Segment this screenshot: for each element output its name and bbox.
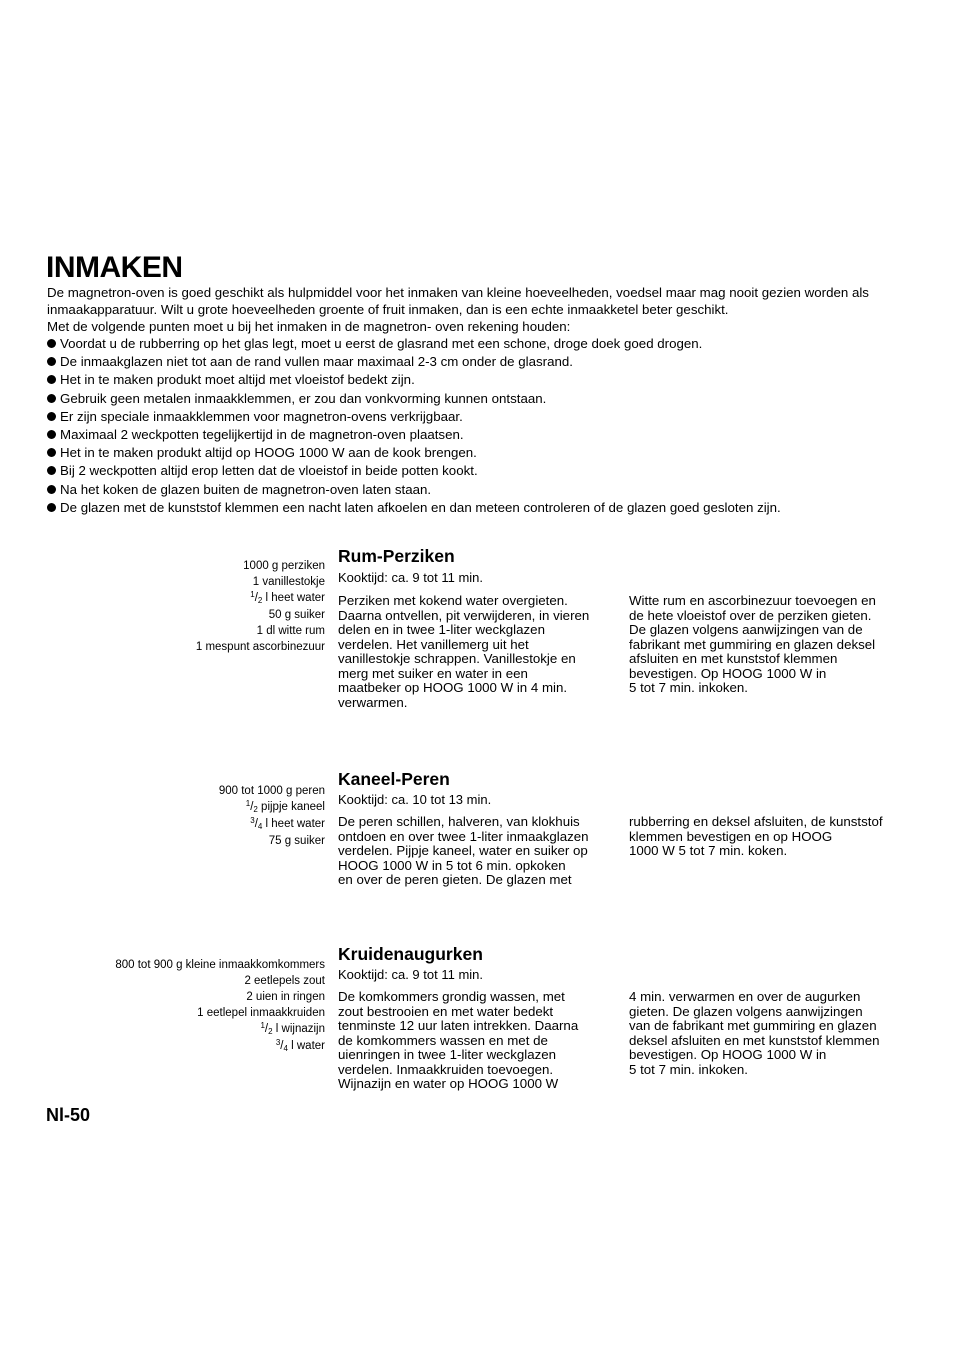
ingredient-item: $^1$/2 l heet water [250,590,325,605]
intro-lead: Met de volgende punten moet u bij het inmaken in de magnetron- oven rekening houden: [47,319,571,334]
bullet-icon [47,412,56,421]
bullet-icon [47,357,56,366]
ingredients-list [65,783,325,849]
cook-time: Kooktijd: ca. 10 tot 13 min. [338,792,492,807]
bullet-icon [47,466,56,475]
ingredient-item: 1 vanillestokje [252,576,325,588]
bullet-icon [47,375,56,384]
tip-item: Er zijn speciale inmaakklemmen voor magnetron-ovens verkrijgbaar. [47,408,917,426]
recipe-text-right: rubberring en deksel afsluiten, de kunststof klemmen bevestigen en op HOOG 1000 W 5 tot 7 min. koken. [629,814,883,858]
tips-list [47,335,917,517]
ingredient-item: 50 g suiker [268,609,325,621]
cook-time: Kooktijd: ca. 9 tot 11 min. [338,570,483,585]
ingredient-item: 1 dl witte rum [256,625,325,637]
ingredient-item: 75 g suiker [268,835,325,847]
ingredients-list [65,558,325,655]
tip-item: De glazen met de kunststof klemmen een nacht laten afkoelen en dan meteen controleren of de glazen goed gesloten zijn. [47,499,917,517]
ingredient-item: 2 uien in ringen [246,991,325,1003]
cook-time: Kooktijd: ca. 9 tot 11 min. [338,967,483,982]
tip-item: Het in te maken produkt altijd op HOOG 1000 W aan de kook brengen. [47,444,917,462]
ingredient-item: 900 tot 1000 g peren [218,785,325,797]
ingredient-item: 800 tot 900 g kleine inmaakkomkommers [115,959,325,971]
recipe-title: Rum-Perziken [338,546,455,566]
tip-item: Maximaal 2 weckpotten tegelijkertijd in de magnetron-oven plaatsen. [47,426,917,444]
ingredient-item: 1000 g perziken [243,560,325,572]
recipe-title: Kruidenaugurken [338,944,483,964]
ingredient-item: 1 eetlepel inmaakkruiden [197,1007,325,1019]
recipe-text-left: De komkommers grondig wassen, met zout bestrooien en met water bedekt tenminste 12 uur laten intrekken. Daarna de komkommers wassen en met de uienringen in twee 1-liter weckglazen verdelen. Inmaakkruiden toevoegen. Wijnazijn en water op HOOG 1000 W [338,989,579,1091]
bullet-icon [47,339,56,348]
ingredient-item: $^1$/2 l wijnazijn [260,1021,325,1036]
tip-item: Het in te maken produkt moet altijd met vloeistof bedekt zijn. [47,371,917,389]
bullet-icon [47,503,56,512]
ingredient-item: 1 mespunt ascorbinezuur [195,641,325,653]
recipe-text-left: De peren schillen, halveren, van klokhuis ontdoen en over twee 1-liter inmaakglazen verdelen. Pijpje kaneel, water en suiker op HOOG 1000 W in 5 tot 6 min. opkoken en over de peren gieten. De glazen met [338,814,589,887]
page-title: INMAKEN [46,251,183,284]
tip-item: Voordat u de rubberring op het glas legt, moet u eerst de glasrand met een schone, droge doek goed drogen. [47,335,917,353]
intro-section [47,284,917,517]
bullet-icon [47,430,56,439]
bullet-icon [47,485,56,494]
tip-item: Gebruik geen metalen inmaakklemmen, er zou dan vonkvorming kunnen ontstaan. [47,390,917,408]
page-number: Nl-50 [46,1105,91,1125]
recipe-title: Kaneel-Peren [338,769,450,789]
tip-item: Na het koken de glazen buiten de magnetron-oven laten staan. [47,481,917,499]
bullet-icon [47,394,56,403]
bullet-icon [47,448,56,457]
recipe-text-right: Witte rum en ascorbinezuur toevoegen en de hete vloeistof over de perziken gieten. De glazen volgens aanwijzingen van de fabrikant met gummiring en glazen deksel afsluiten en met kunststof klemmen bevestigen. Op HOOG 1000 W in 5 tot 7 min. inkoken. [629,593,876,695]
tip-item: Bij 2 weckpotten altijd erop letten dat de vloeistof in beide potten kookt. [47,462,917,480]
recipe-text-left: Perziken met kokend water overgieten. Daarna ontvellen, pit verwijderen, in vieren delen en in twee 1-liter weckglazen verdelen. Het vanillemerg uit het vanillestokje schrappen. Vanillestokje en merg met suiker en water in een maatbeker op HOOG 1000 W in 4 min. verwarmen. [338,593,590,710]
tip-item: De inmaakglazen niet tot aan de rand vullen maar maximaal 2-3 cm onder de glasrand. [47,353,917,371]
ingredient-item: 2 eetlepels zout [244,975,325,987]
ingredient-item: $^1$/2 pijpje kaneel [245,799,325,814]
ingredients-list [65,957,325,1055]
intro-paragraph: De magnetron-oven is goed geschikt als hulpmiddel voor het inmaken van kleine hoeveelheden, voedsel maar mag nooit gezien worden als inmaakapparatuur. Wilt u grote hoeveelheden groente of fruit inmaken, dan is een echte inmaakketel beter geschikt. [47,285,869,317]
ingredient-item: $^3$/4 l water [275,1038,325,1053]
ingredient-item: $^3$/4 l heet water [250,816,325,831]
recipe-text-right: 4 min. verwarmen en over de augurken gieten. De glazen volgens aanwijzingen van de fabrikant met gummiring en glazen deksel afsluiten en met kunststof klemmen bevestigen. Op HOOG 1000 W in 5 tot 7 min. inkoken. [629,989,880,1077]
